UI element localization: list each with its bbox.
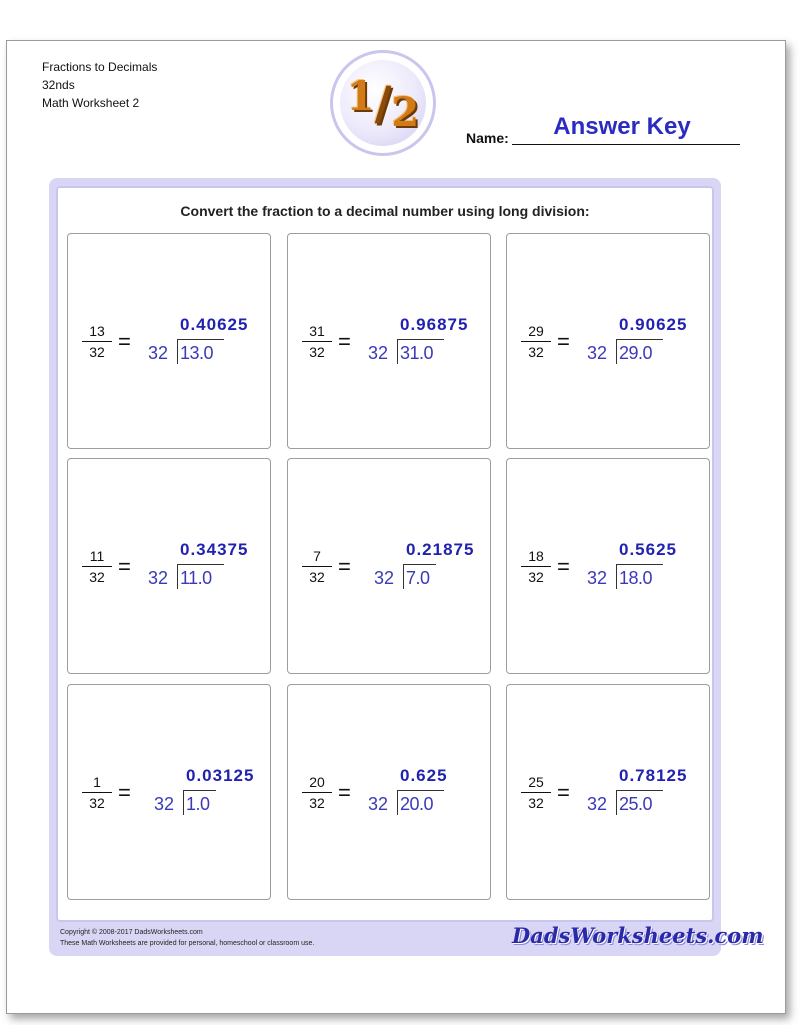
fraction-numerator: 18: [528, 548, 544, 564]
fraction: [521, 322, 551, 361]
answer-key-text: Answer Key: [553, 113, 691, 140]
fraction: [302, 547, 332, 586]
divisor: 32: [368, 794, 389, 814]
dividend: 1.0: [186, 794, 210, 814]
fraction: [521, 773, 551, 812]
logo-denominator: 2: [391, 88, 420, 136]
fraction-denominator: 32: [89, 344, 105, 360]
divisor: 32: [148, 568, 169, 588]
problem-box: [67, 233, 271, 449]
dividend: 13.0: [180, 343, 214, 363]
dividend: 7.0: [406, 568, 430, 588]
fraction-bar: [521, 792, 551, 793]
one-half-logo-icon: [330, 50, 436, 156]
fraction-bar: [521, 341, 551, 342]
fraction-numerator: 25: [528, 774, 544, 790]
name-line: [512, 144, 740, 145]
fraction-numerator: 11: [89, 548, 105, 564]
dividend: 11.0: [180, 568, 212, 588]
dividend: 25.0: [619, 794, 653, 814]
problem-box: [506, 684, 710, 900]
problem-box: [287, 684, 491, 900]
fraction-denominator: 32: [89, 795, 105, 811]
worksheet-subtitle: 32nds: [42, 78, 75, 92]
divisor: 32: [587, 343, 608, 363]
divisor: 32: [587, 794, 608, 814]
fraction-numerator: 31: [309, 323, 325, 339]
problem-box: [287, 233, 491, 449]
logo-fraction: [333, 53, 433, 153]
fraction-numerator: 20: [309, 774, 325, 790]
dividend: 18.0: [619, 568, 653, 588]
divisor: 32: [374, 568, 395, 588]
equals-sign: =: [118, 554, 131, 579]
quotient-answer: 0.21875: [406, 540, 475, 559]
quotient-answer: 0.5625: [619, 540, 677, 559]
logo-slash: /: [374, 76, 392, 130]
fraction-denominator: 32: [528, 795, 544, 811]
equals-sign: =: [557, 780, 570, 805]
divisor: 32: [587, 568, 608, 588]
fraction-denominator: 32: [528, 344, 544, 360]
fraction-numerator: 13: [89, 323, 105, 339]
fraction: [302, 322, 332, 361]
name-label: Name:: [466, 130, 509, 146]
logo-numerator: 1: [346, 72, 375, 120]
fraction-bar: [302, 792, 332, 793]
fraction-denominator: 32: [89, 569, 105, 585]
equals-sign: =: [338, 329, 351, 354]
fraction-denominator: 32: [528, 569, 544, 585]
problem-box: [67, 458, 271, 674]
fraction-bar: [82, 792, 112, 793]
divisor: 32: [148, 343, 169, 363]
fraction-denominator: 32: [309, 569, 325, 585]
problem-box: [67, 684, 271, 900]
instructions: Convert the fraction to a decimal number using long division:: [180, 203, 590, 219]
fraction-bar: [302, 341, 332, 342]
quotient-answer: 0.34375: [180, 540, 249, 559]
equals-sign: =: [557, 329, 570, 354]
fraction: [82, 773, 112, 812]
quotient-answer: 0.90625: [619, 315, 688, 334]
fraction-numerator: 1: [93, 774, 101, 790]
equals-sign: =: [338, 780, 351, 805]
usage-notice: These Math Worksheets are provided for personal, homeschool or classroom use.: [60, 940, 315, 947]
worksheet-title: Fractions to Decimals: [42, 60, 158, 74]
equals-sign: =: [118, 329, 131, 354]
fraction: [521, 547, 551, 586]
fraction: [82, 547, 112, 586]
divisor: 32: [154, 794, 175, 814]
problem-box: [506, 233, 710, 449]
fraction-denominator: 32: [309, 344, 325, 360]
equals-sign: =: [338, 554, 351, 579]
worksheet-series: Math Worksheet 2: [42, 96, 140, 110]
copyright-text: [60, 927, 314, 949]
fraction: [302, 773, 332, 812]
quotient-answer: 0.03125: [186, 766, 255, 785]
quotient-answer: 0.40625: [180, 315, 249, 334]
problem-box: [287, 458, 491, 674]
equals-sign: =: [118, 780, 131, 805]
dividend: 29.0: [619, 343, 653, 363]
fraction-numerator: 29: [528, 323, 544, 339]
problem-box: [506, 458, 710, 674]
equals-sign: =: [557, 554, 570, 579]
dividend: 31.0: [400, 343, 434, 363]
dividend: 20.0: [400, 794, 434, 814]
fraction: [82, 322, 112, 361]
fraction-bar: [521, 566, 551, 567]
divisor: 32: [368, 343, 389, 363]
fraction-numerator: 7: [313, 548, 321, 564]
fraction-bar: [82, 341, 112, 342]
copyright-line: Copyright © 2008-2017 DadsWorksheets.com: [60, 929, 203, 936]
quotient-answer: 0.78125: [619, 766, 688, 785]
dadsworksheets-logo: DadsWorksheets.com: [512, 923, 764, 948]
fraction-denominator: 32: [309, 795, 325, 811]
worksheet-info: [42, 58, 157, 112]
fraction-bar: [302, 566, 332, 567]
quotient-answer: 0.96875: [400, 315, 469, 334]
quotient-answer: 0.625: [400, 766, 448, 785]
fraction-bar: [82, 566, 112, 567]
